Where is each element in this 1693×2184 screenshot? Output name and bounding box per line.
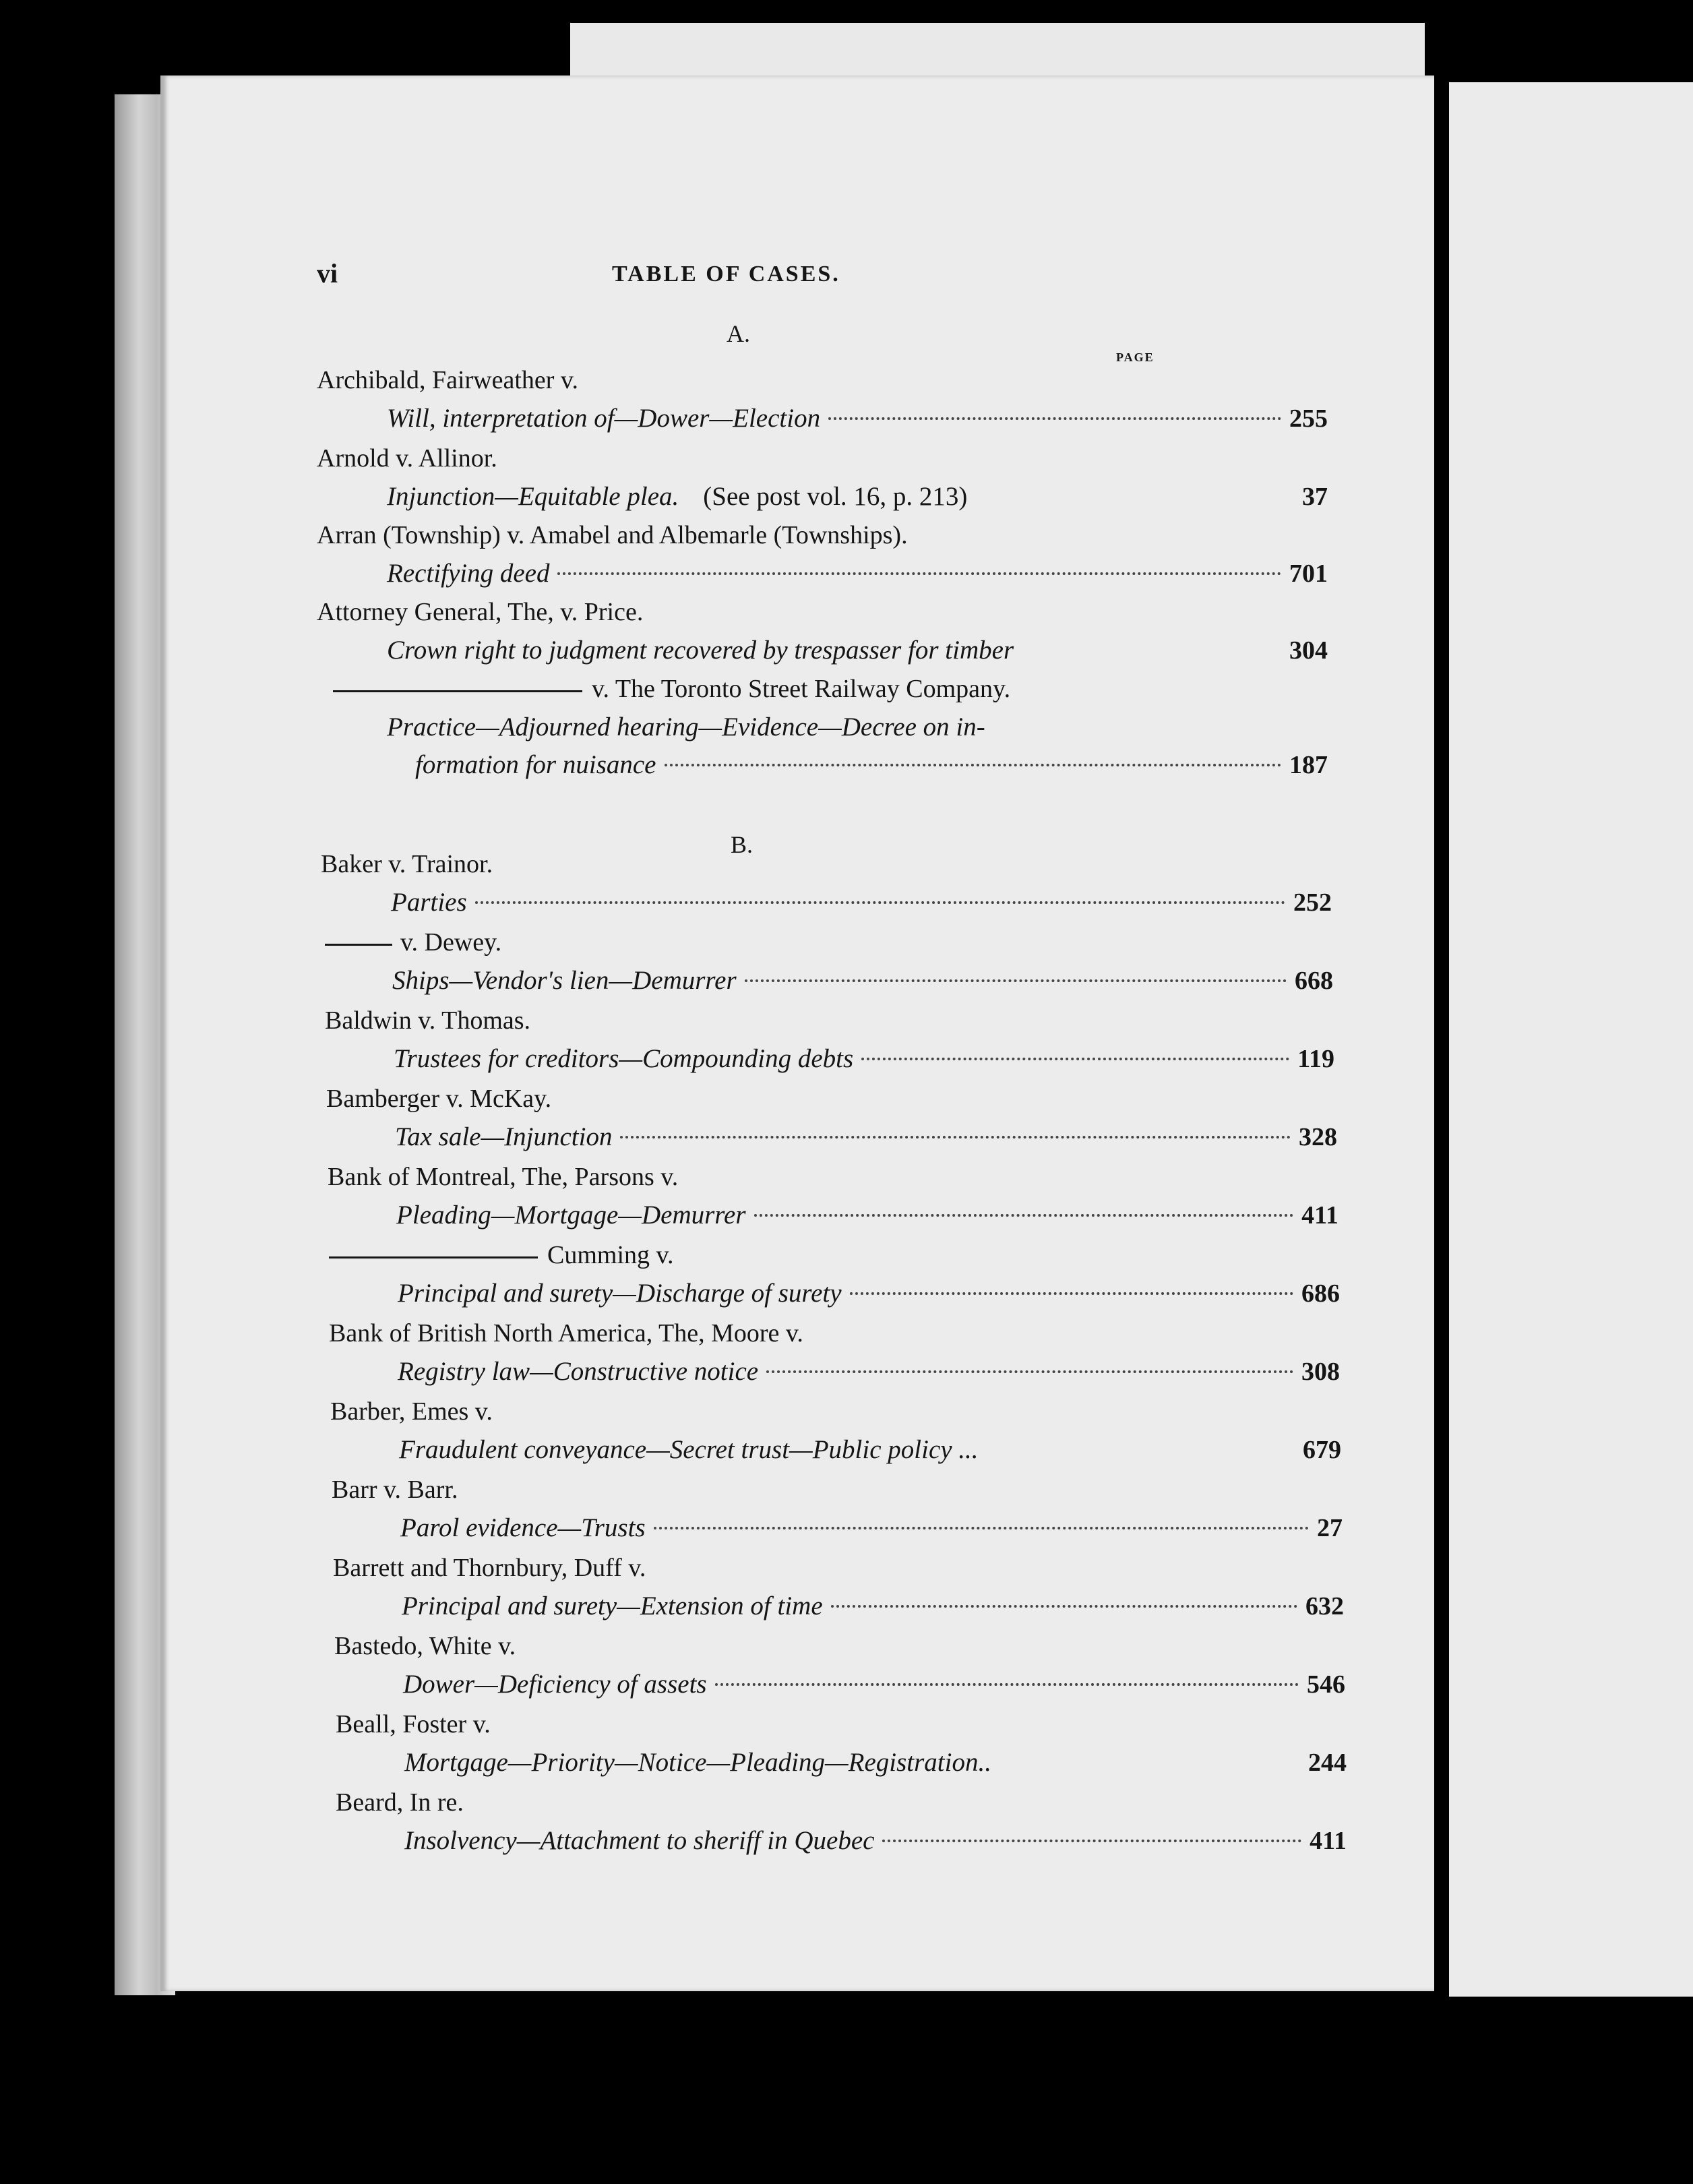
case-name: Bank of Montreal, The, Parsons v. (328, 1163, 679, 1191)
dot-leader (828, 417, 1281, 420)
case-name: Arran (Township) v. Amabel and Albemarle (Townships). (317, 521, 908, 549)
book-page (160, 75, 1434, 1991)
case-note-row (398, 1278, 1340, 1308)
case-note-row (387, 558, 1328, 588)
case-note: Parol evidence—Trusts (400, 1513, 646, 1542)
case-name: v. Dewey. (325, 928, 501, 957)
case-note: Will, interpretation of—Dower—Election (387, 404, 821, 433)
case-note-row (387, 481, 1328, 512)
dot-leader (715, 1683, 1299, 1686)
page-number: 252 (1293, 888, 1332, 917)
case-note-row (404, 1747, 1347, 1778)
case-note-row (404, 1825, 1347, 1856)
case-note: Insolvency—Attachment to sheriff in Quebec (404, 1826, 875, 1855)
section-letter-b: B. (731, 831, 753, 858)
case-note-row (400, 1513, 1343, 1543)
case-note: Pleading—Mortgage—Demurrer (396, 1201, 746, 1230)
case-note: Fraudulent conveyance—Secret trust—Public policy ... (399, 1435, 979, 1464)
rear-page-tab (570, 23, 1425, 84)
page-number: 632 (1305, 1592, 1344, 1620)
case-name: Barrett and Thornbury, Duff v. (333, 1554, 646, 1582)
case-note: Registry law—Constructive notice (398, 1357, 759, 1386)
section-letter-a: A. (727, 320, 750, 347)
case-note: Principal and surety—Discharge of surety (398, 1279, 842, 1308)
case-name: v. The Toronto Street Railway Company. (333, 674, 1010, 704)
page-number: 546 (1307, 1670, 1345, 1699)
case-note: Rectifying deed (387, 559, 550, 588)
case-name: Baldwin v. Thomas. (325, 1006, 531, 1035)
page-number: 411 (1310, 1827, 1347, 1855)
case-note-row (396, 1200, 1338, 1230)
ditto-dash (329, 1256, 538, 1258)
dot-leader (831, 1605, 1297, 1608)
case-note-continuation: formation for nuisance (415, 750, 656, 779)
case-note-row (387, 403, 1328, 433)
case-name: Baker v. Trainor. (321, 850, 493, 878)
ditto-dash (325, 944, 392, 946)
case-note-row (402, 1591, 1344, 1621)
facing-page-edge (1449, 82, 1693, 1997)
dot-leader (654, 1527, 1309, 1529)
page-content (160, 75, 1434, 1991)
dot-leader (475, 901, 1285, 904)
case-note: Injunction—Equitable plea. (387, 482, 679, 511)
case-name: Bank of British North America, The, Moore v. (329, 1319, 803, 1347)
dot-leader (850, 1292, 1293, 1295)
case-name: Barr v. Barr. (332, 1476, 458, 1504)
case-note-row (392, 965, 1333, 996)
page-number: 37 (1302, 483, 1328, 511)
case-name: Beard, In re. (336, 1788, 464, 1817)
case-note: Parties (391, 888, 467, 917)
page-number: 119 (1297, 1045, 1334, 1073)
folio: vi (317, 258, 338, 289)
page-column-label: PAGE (1116, 351, 1155, 364)
case-note-row (415, 750, 1328, 780)
page-number: 679 (1303, 1436, 1341, 1464)
case-name: Barber, Emes v. (330, 1397, 493, 1426)
page-number: 686 (1301, 1279, 1340, 1308)
page-number: 244 (1308, 1749, 1347, 1777)
dot-leader (557, 572, 1281, 575)
case-note-row (394, 1043, 1334, 1074)
case-note: Mortgage—Priority—Notice—Pleading—Registration.. (404, 1748, 991, 1777)
case-name: Bamberger v. McKay. (326, 1085, 552, 1113)
dot-leader (745, 979, 1287, 982)
case-note-reference: (See post vol. 16, p. 213) (703, 482, 968, 511)
case-note: Ships—Vendor's lien—Demurrer (392, 966, 737, 995)
dot-leader (882, 1840, 1301, 1842)
page-number: 701 (1289, 559, 1328, 588)
dot-leader (665, 764, 1282, 766)
case-note: Trustees for creditors—Compounding debts (394, 1044, 854, 1073)
dot-leader (620, 1136, 1291, 1139)
case-note-row (387, 635, 1328, 665)
page-number: 411 (1301, 1201, 1338, 1230)
case-name: Arnold v. Allinor. (317, 444, 497, 473)
page-number: 668 (1295, 967, 1333, 995)
case-note-row (391, 887, 1332, 917)
running-head: TABLE OF CASES. (612, 262, 840, 286)
case-note: Principal and surety—Extension of time (402, 1591, 823, 1620)
case-name: Beall, Foster v. (336, 1710, 491, 1738)
case-name: Archibald, Fairweather v. (317, 366, 578, 394)
dot-leader (766, 1370, 1293, 1373)
case-note-row (399, 1434, 1341, 1465)
ditto-dash (333, 690, 582, 692)
case-note-row (387, 712, 1328, 742)
case-note-row (403, 1669, 1345, 1699)
case-note-row (395, 1122, 1337, 1152)
case-note: Dower—Deficiency of assets (403, 1670, 707, 1699)
page-number: 304 (1289, 636, 1328, 665)
dot-leader (754, 1214, 1294, 1217)
page-number: 255 (1289, 404, 1328, 433)
case-note: Crown right to judgment recovered by trespasser for timber (387, 636, 1014, 665)
case-name: Bastedo, White v. (334, 1632, 516, 1660)
dot-leader (861, 1058, 1289, 1060)
case-name: Cumming v. (329, 1240, 674, 1270)
case-name: Attorney General, The, v. Price. (317, 598, 644, 626)
case-note: Practice—Adjourned hearing—Evidence—Decree on in- (387, 712, 985, 741)
page-number: 187 (1289, 751, 1328, 779)
page-number: 27 (1317, 1514, 1343, 1542)
page-number: 328 (1299, 1123, 1337, 1151)
case-note: Tax sale—Injunction (395, 1122, 613, 1151)
case-note-row (398, 1356, 1340, 1387)
page-number: 308 (1301, 1358, 1340, 1386)
